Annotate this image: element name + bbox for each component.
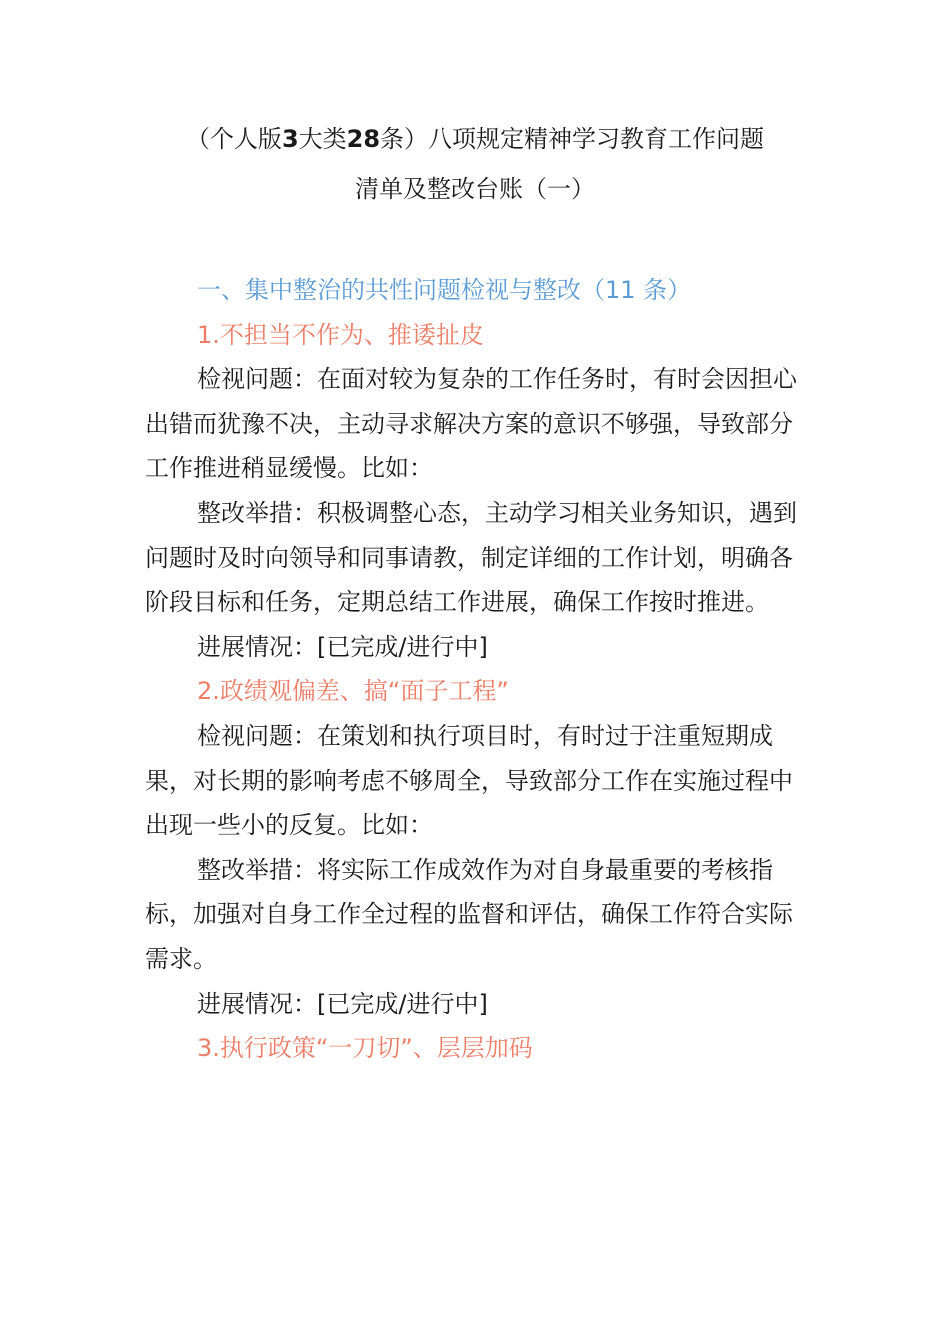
document-title bbox=[110, 114, 840, 214]
title-prefix: （个人版 bbox=[185, 125, 282, 153]
title-num-categories: 3 bbox=[281, 125, 299, 153]
title-line-1 bbox=[110, 114, 840, 164]
title-num-items: 28 bbox=[346, 125, 381, 153]
title-line-2: 清单及整改台账（一） bbox=[355, 175, 595, 203]
title-mid: 大类 bbox=[298, 125, 347, 153]
title-suffix: 条）八项规定精神学习教育工作问题 bbox=[380, 125, 765, 153]
section-heading: 一、集中整治的共性问题检视与整改（11 条） bbox=[197, 276, 692, 304]
item-problem: 检视问题：在面对较为复杂的工作任务时，有时会因担心出错而犹豫不决，主动寻求解决方案的意识不够强，导致部分工作推进稍显缓慢。比如： bbox=[145, 365, 797, 483]
document-body bbox=[145, 268, 810, 1071]
item-measure: 整改举措：将实际工作成效作为对自身最重要的考核指标，加强对自身工作全过程的监督和评估，确保工作符合实际需求。 bbox=[145, 855, 793, 973]
item-progress: 进展情况：[已完成/进行中] bbox=[197, 632, 488, 661]
item-problem: 检视问题：在策划和执行项目时，有时过于注重短期成果，对长期的影响考虑不够周全，导致部分工作在实施过程中出现一些小的反复。比如： bbox=[145, 721, 793, 840]
item-heading: 3.执行政策“一刀切”、层层加码 bbox=[197, 1034, 533, 1063]
item-heading: 2.政绩观偏差、搞“面子工程” bbox=[197, 677, 509, 706]
item-progress: 进展情况：[已完成/进行中] bbox=[197, 989, 488, 1018]
item-heading: 1.不担当不作为、推诿扯皮 bbox=[197, 320, 484, 349]
item-measure: 整改举措：积极调整心态，主动学习相关业务知识，遇到问题时及时向领导和同事请教，制定详细的工作计划，明确各阶段目标和任务，定期总结工作进展，确保工作按时推进。 bbox=[145, 498, 797, 617]
